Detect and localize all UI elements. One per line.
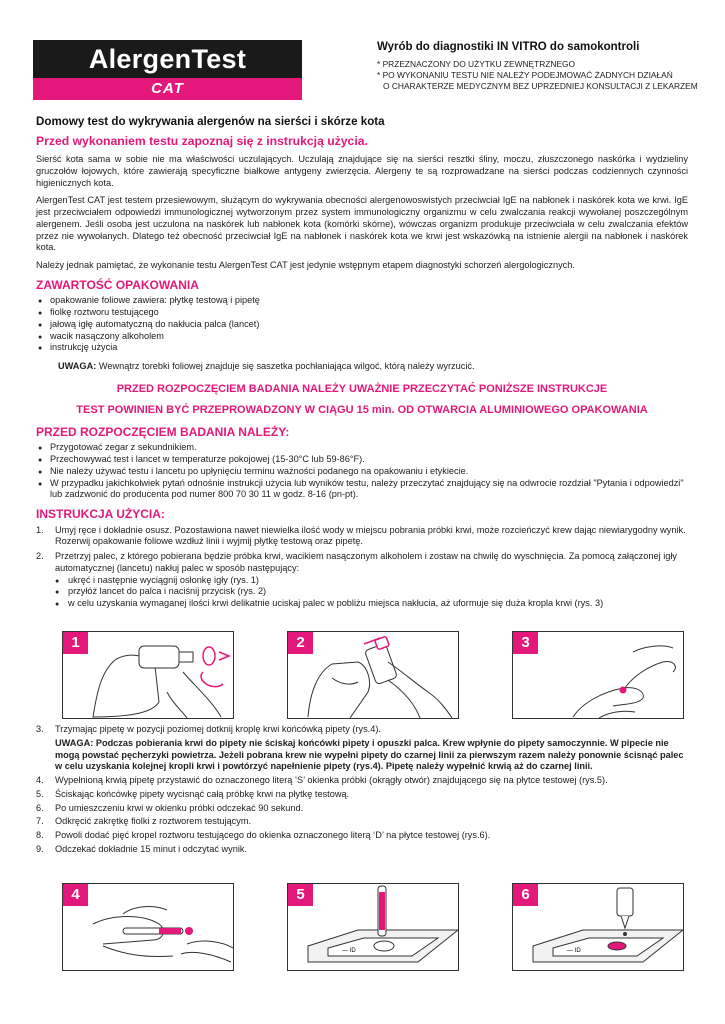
ivd-title: Wyrób do diagnostiki IN VITRO do samokontroli <box>377 41 640 53</box>
step-number: 4. <box>36 775 44 786</box>
figure-number: 3 <box>513 632 538 654</box>
list-item: ● opakowanie foliowe zawiera: płytkę testową i pipetę <box>38 295 688 307</box>
intro-paragraph-2: AlergenTest CAT jest testem przesiewowym, służącym do wykrywania obecności alergenowoswistych przeciwciał IgE na nabłonek i naskórek kota we krwi. IgE jest przeciwciałem odpowiedzi immunologicznej wytworzonym przez system immunologiczny organizmu w celu zwalczania reakcji wywołanej poszczególnym alergenem. Jeśli osoba jest uczulona na naskórek lub nabłonek kota (komórki skórne), wówczas organizm produkuje przeciwciała w celu zwalczania efektów przez nie wywołanych. Dlatego też obecność przeciwciał IgE na nabłonek i naskórek kota we krwi jest wskazówką na istnienie alergii na nabłonek i naskórek kota. <box>36 195 688 253</box>
sample-well-illustration <box>288 884 459 971</box>
buffer-drop-illustration <box>513 884 684 971</box>
list-item: ● przyłóż lancet do palca i naciśnij przycisk (rys. 2) <box>55 586 688 598</box>
step-number: 3. <box>36 724 44 734</box>
intro-paragraph-3: Należy jednak pamiętać, że wykonanie testu AlergenTest CAT jest jedynie wstępnym etapem diagnostyki schorzeń alergologicznych. <box>36 260 575 271</box>
step-number: 5. <box>36 788 44 799</box>
list-item: ● Przechowywać test i lancet w temperaturze pokojowej (15-30°C lub 59-86°F). <box>38 454 688 466</box>
pipette-blood-illustration <box>63 884 234 971</box>
list-item: ● instrukcję użycia <box>38 342 688 354</box>
step-text: Powoli dodać pięć kropel roztworu testującego do okienka oznaczonego literą ‘D’ na płytce testowej (rys.6). <box>55 830 491 841</box>
contents-heading: ZAWARTOŚĆ OPAKOWANIA <box>36 277 199 292</box>
figure-2 <box>287 631 459 719</box>
document-body <box>36 154 688 612</box>
step-2-substeps <box>55 575 688 610</box>
usage-heading: INSTRUKCJA UŻYCIA: <box>36 507 165 522</box>
svg-text:— ID: — ID <box>567 948 581 954</box>
figure-number: 1 <box>63 632 88 654</box>
page-title: Domowy test do wykrywania alergenów na sierści i skórze kota <box>36 115 385 128</box>
contents-note <box>36 361 688 373</box>
list-item: ● Nie należy używać testu i lancetu po upłynięciu terminu ważności podanego na opakowaniu i etykiecie. <box>38 466 688 478</box>
step-4 <box>36 775 688 787</box>
note-label: UWAGA: <box>58 361 97 372</box>
step-text: Wypełnioną krwią pipetę przystawić do oznaczonego literą ‘S’ okienka próbki (okrągły otwór) znajdującego się na płytce testowej (rys.5). <box>55 775 608 786</box>
step-8 <box>36 830 688 842</box>
intro-paragraph-1: Sierść kota sama w sobie nie ma właściwości uczulających. Uczulają znajdujące się na sierści resztki śliny, moczu, złuszczonego naskórka i wydzieliny gruczołów łojowych, które zawierają specyficzne białkowe antygeny zwierzęcia. Alergeny te są rozprowadzane na sierści podczas codziennych czynności higienicznych kota. <box>36 154 688 188</box>
ivd-note-1: * PRZEZNACZONY DO UŻYTKU ZEWNĘTRZNEGO <box>377 58 576 69</box>
step-1 <box>36 525 688 549</box>
blood-drop-illustration <box>513 632 684 719</box>
step-7 <box>36 816 688 828</box>
list-item: ● jałową igłę automatyczną do nakłucia palca (lancet) <box>38 319 688 331</box>
note-text: Wewnątrz torebki foliowej znajduje się saszetka pochłaniająca wilgoć, którą należy wyrzucić. <box>98 361 475 372</box>
step-9 <box>36 844 688 856</box>
step-number: 1. <box>36 524 44 535</box>
step-text: Po umieszczeniu krwi w okienku próbki odczekać 90 sekund. <box>55 802 304 813</box>
figure-1 <box>62 631 234 719</box>
list-item: ● w celu uzyskania wymaganej ilości krwi delikatnie uciskaj palec w pobliżu miejsca nakłucia, aż uformuje się duża kropla krwi (rys. 3) <box>55 598 688 610</box>
figure-number: 6 <box>513 884 538 906</box>
usage-steps-part-1 <box>36 525 688 610</box>
figure-number: 5 <box>288 884 313 906</box>
step-number: 7. <box>36 816 44 827</box>
list-item: ● fiolkę roztworu testującego <box>38 307 688 319</box>
usage-steps-part-2 <box>36 724 688 858</box>
ivd-header <box>377 40 707 93</box>
before-list <box>38 442 688 501</box>
figure-number: 4 <box>63 884 88 906</box>
figure-3 <box>512 631 684 719</box>
figure-4 <box>62 883 234 971</box>
warning-read-instructions: PRZED ROZPOCZĘCIEM BADANIA NALEŻY UWAŻNIE PRZECZYTAĆ PONIŻSZE INSTRUKCJE <box>116 382 608 395</box>
step-text: Umyj ręce i dokładnie osusz. Pozostawiona nawet niewielka ilość wody w miejscu pobrania próbki krwi, może rozcieńczyć krew dając niewiarygodny wynik. Rozerwij opakowanie foliowe wzdłuż linii i wyjmij płytkę testową oraz pipetę. <box>55 524 686 547</box>
brand-logo <box>33 40 302 100</box>
step-2 <box>36 551 688 610</box>
step-number: 8. <box>36 830 44 841</box>
step-3-note: UWAGA: Podczas pobierania krwi do pipety nie ściskaj końcówki pipety i opuszki palca. Krew wpłynie do pipety samoczynnie. W pipecie nie mogą powstać pęcherzyki powietrza. Jeżeli pobrana krew nie wypełni pipety do czarnej linii za pierwszym razem należy ponownie ścisnąć palec w celu uzyskania kolejnej kropli krwi i powtórzyć napełnienie pipety (rys.4). Pipetę należy wypełnić krwią aż do czarnej linii. <box>55 737 684 772</box>
list-item: ● Przygotować zegar z sekundnikiem. <box>38 442 688 454</box>
step-number: 6. <box>36 802 44 813</box>
figure-6 <box>512 883 684 971</box>
step-number: 2. <box>36 551 44 562</box>
before-heading: PRZED ROZPOCZĘCIEM BADANIA NALEŻY: <box>36 425 290 439</box>
warning-time-limit: TEST POWINIEN BYĆ PRZEPROWADZONY W CIĄGU 15 min. OD OTWARCIA ALUMINIOWEGO OPAKOWANIA <box>76 403 648 416</box>
step-6 <box>36 803 688 815</box>
contents-list <box>38 295 688 354</box>
step-5 <box>36 789 688 801</box>
list-item: ● wacik nasączony alkoholem <box>38 331 688 343</box>
logo-variant-text: CAT <box>33 78 302 100</box>
step-3 <box>36 724 688 773</box>
figure-5 <box>287 883 459 971</box>
svg-text:— ID: — ID <box>342 948 356 954</box>
lancet-cap-illustration <box>63 632 234 719</box>
logo-brand-text: AlergenTest <box>33 40 302 78</box>
step-text: Odkręcić zakrętkę fiolki z roztworem testującym. <box>55 816 252 827</box>
step-text: Przetrzyj palec, z którego pobierana będzie próbka krwi, wacikiem nasączonym alkoholem i zostaw na chwilę do wyschnięcia. Za pomocą załączonej igły automatycznej (lancetu) nakłuj palec w sposób następujący: <box>55 551 677 573</box>
ivd-note-2: * PO WYKONANIU TESTU NIE NALEŻY PODEJMOWAĆ ŻADNYCH DZIAŁAŃ <box>377 70 673 81</box>
step-number: 9. <box>36 843 44 854</box>
list-item: ● W przypadku jakichkolwiek pytań odnośnie instrukcji użycia lub wyników testu, należy przeczytać znajdujący się na odwrocie rozdział "Pytania i odpowiedzi" lub zadzwonić do producenta pod numer 800 70 30 11 w godz. 8-16 (pn-pt). <box>38 478 688 502</box>
figure-number: 2 <box>288 632 313 654</box>
step-text: Ściskając końcówkę pipety wycisnąć całą próbkę krwi na płytkę testową. <box>55 788 350 799</box>
instruction-reminder: Przed wykonaniem testu zapoznaj się z instrukcją użycia. <box>36 134 368 148</box>
list-item: ● ukręć i następnie wyciągnij osłonkę igły (rys. 1) <box>55 575 688 587</box>
lancet-press-illustration <box>288 632 459 719</box>
steps-list <box>36 724 688 856</box>
step-text: Trzymając pipetę w pozycji poziomej dotknij kroplę krwi końcówką pipety (rys.4). <box>55 724 381 734</box>
ivd-note-3: O CHARAKTERZE MEDYCZNYM BEZ UPRZEDNIEJ KONSULTACJI Z LEKARZEM <box>383 81 698 92</box>
step-text: Odczekać dokładnie 15 minut i odczytać wynik. <box>55 843 248 854</box>
